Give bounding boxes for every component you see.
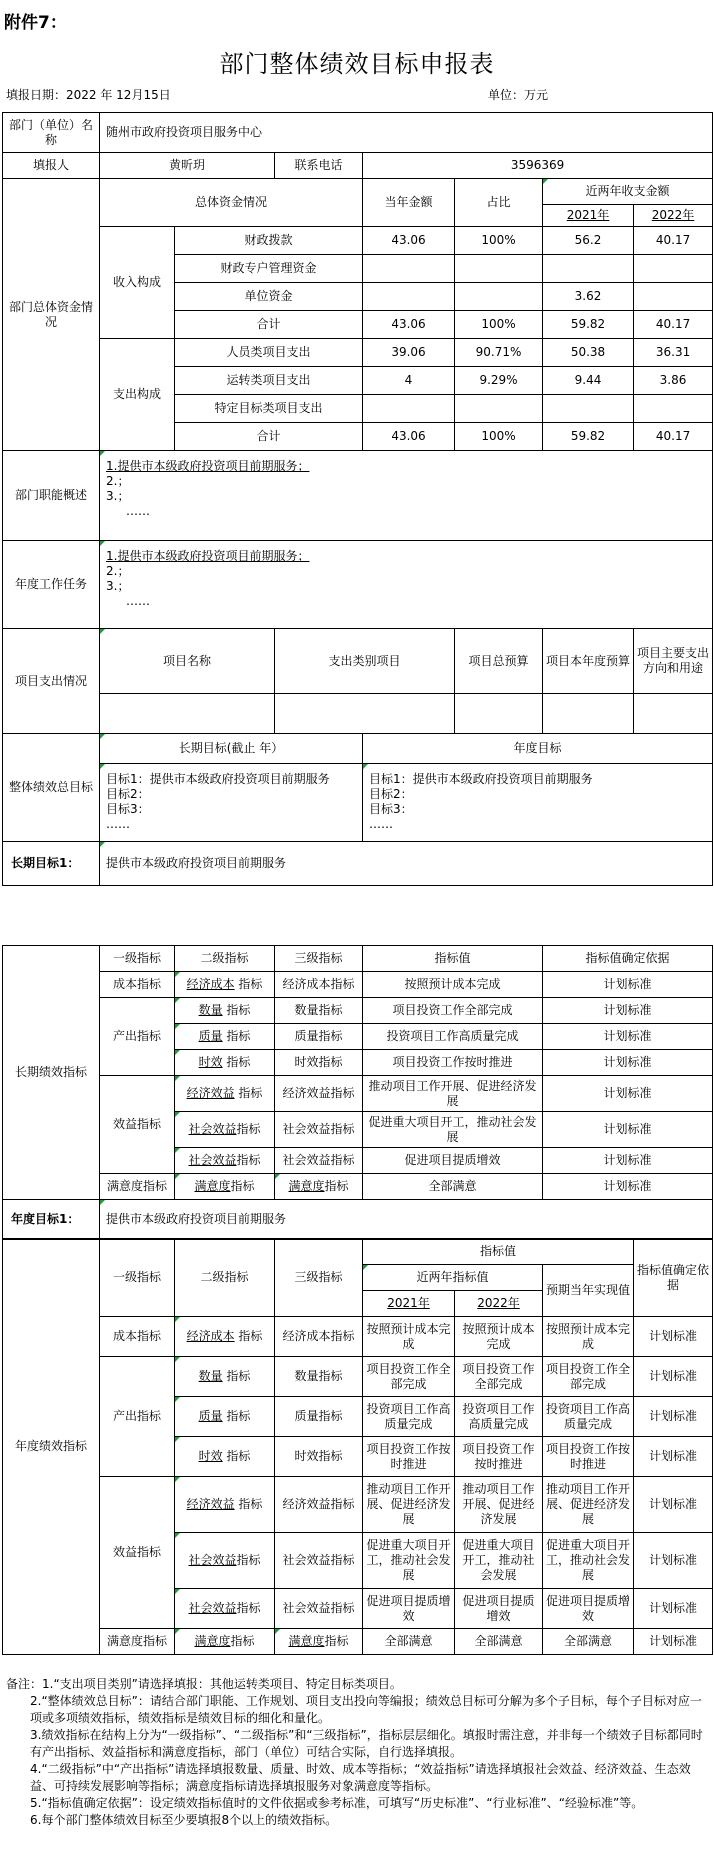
funds-current: 43.06 [363,423,455,451]
funds-row-label: 人员类项目支出 [175,339,363,367]
long-goal-content [100,764,363,842]
phone-value: 3596369 [363,153,713,179]
indicator-basis: 计划标准 [634,1589,713,1629]
duty-line: …… [126,504,150,518]
value-2022: 促进重大项目开工，推动社会发展 [455,1533,543,1589]
long-goal-line: 目标2： [106,787,150,801]
projects-purpose-header: 项目主要支出方向和用途 [634,629,713,694]
annual-table [2,1238,713,1655]
level3-cell: 经济效益指标 [275,1076,363,1112]
task-line: …… [126,594,150,608]
value-2021: 推动项目工作开展、促进经济发展 [363,1477,455,1533]
fill-date: 填报日期：2022 年 12月15日 [6,88,171,102]
col-header: 指标值确定依据 [634,1239,713,1317]
level1-cell: 效益指标 [100,1076,175,1174]
indicator-basis: 计划标准 [634,1629,713,1655]
indicator-value: 推动项目工作开展、促进经济发展 [363,1076,543,1112]
projects-year-budget-header: 项目本年度预算 [543,629,634,694]
indicator-basis: 计划标准 [543,972,713,998]
funds-ratio [455,255,543,283]
funds-current [363,283,455,311]
indicator-basis: 计划标准 [543,1148,713,1174]
note-line: 2.“整体绩效总目标”：请结合部门职能、工作规划、项目支出投向等编报；绩效总目标可分解为多个子目标，每个子目标对应一项或多项绩效指标，绩效指标是绩效目标的细化和量化。 [30,1694,702,1725]
unit-label: 单位：万元 [488,88,549,102]
level2-suffix: 指标 [226,1055,251,1069]
funds-2022: 36.31 [634,339,713,367]
funds-row-label: 财政专户管理资金 [175,255,363,283]
duty-line: 1.提供市本级政府投资项目前期服务； [106,459,310,473]
funds-row-label: 单位资金 [175,283,363,311]
annual-goal-line: 目标2： [369,787,413,801]
level2-cell [175,1477,275,1533]
level2-cell [175,1174,275,1200]
notes [6,1676,706,1829]
funds-current-header: 当年金额 [363,179,455,227]
level2-suffix: 指标 [226,1003,251,1017]
col-header: 2022年 [455,1291,543,1317]
level2-cell [175,1437,275,1477]
level2-suffix: 指标 [236,1553,261,1567]
level3-cell [275,1174,363,1200]
value-2022: 推动项目工作开展、促进经济发展 [455,1477,543,1533]
funds-2021-header: 2021年 [543,205,634,227]
level1-cell: 满意度指标 [100,1629,175,1655]
funds-2021 [543,395,634,423]
funds-2021: 50.38 [543,339,634,367]
value-2021: 按照预计成本完成 [363,1317,455,1357]
level2-suffix: 指标 [238,1329,263,1343]
value-2021: 投资项目工作高质量完成 [363,1397,455,1437]
annual-section-label: 年度绩效指标 [3,1239,100,1655]
indicator-value: 项目投资工作按时推进 [363,1050,543,1076]
col-header: 指标值确定依据 [543,946,713,972]
projects-cell [275,694,455,734]
indicator-basis: 计划标准 [543,1024,713,1050]
level3-cell: 社会效益指标 [275,1533,363,1589]
main-table [2,112,713,886]
funds-current [363,255,455,283]
col-header: 2021年 [363,1291,455,1317]
filler-value: 黄昕玥 [100,153,275,179]
value-expected: 项目投资工作按时推进 [543,1437,634,1477]
level1-cell: 成本指标 [100,972,175,998]
funds-2022 [634,283,713,311]
level2-cell [175,1397,275,1437]
projects-cell [455,694,543,734]
funds-2021: 3.62 [543,283,634,311]
filler-label: 填报人 [3,153,100,179]
level2-name: 时效 [198,1449,223,1463]
level3-cell [275,1629,363,1655]
level2-suffix: 指标 [226,1449,251,1463]
level2-suffix: 指标 [230,1179,255,1193]
col-header: 指标值 [363,1239,634,1265]
funds-2021: 59.82 [543,311,634,339]
level3-cell: 经济效益指标 [275,1477,363,1533]
funds-row-label: 运转类项目支出 [175,367,363,395]
level3-cell: 社会效益指标 [275,1589,363,1629]
funds-ratio-header: 占比 [455,179,543,227]
long-goal-line: 目标1：提供市本级政府投资项目前期服务 [106,772,330,786]
level2-suffix: 指标 [230,1634,255,1648]
funds-ratio: 100% [455,311,543,339]
long-goal-line: 目标3： [106,802,150,816]
duty-line: 2.； [106,474,130,488]
indicator-basis: 计划标准 [634,1357,713,1397]
funds-recent-header: 近两年收支金额 [543,179,713,205]
funds-row-label: 合计 [175,311,363,339]
level2-cell [175,972,275,998]
level3-cell: 质量指标 [275,1397,363,1437]
phone-label: 联系电话 [275,153,363,179]
level3-cell: 质量指标 [275,1024,363,1050]
long-target-value: 提供市本级政府投资项目前期服务 [100,842,713,886]
annual-goal-header: 年度目标 [363,734,713,764]
indicator-value: 按照预计成本完成 [363,972,543,998]
funds-section-label: 部门总体资金情况 [3,179,100,451]
level2-name: 经济效益 [186,1086,235,1100]
level2-name: 质量 [198,1029,223,1043]
indicator-basis: 计划标准 [634,1533,713,1589]
funds-current: 43.06 [363,227,455,255]
page-title: 部门整体绩效目标申报表 [219,50,495,78]
value-2021: 促进重大项目开工，推动社会发展 [363,1533,455,1589]
level2-name: 质量 [198,1409,223,1423]
overall-goal-label: 整体绩效总目标 [3,734,100,842]
funds-2021 [543,255,634,283]
level2-suffix: 指标 [236,1153,261,1167]
funds-2021: 9.44 [543,367,634,395]
level2-cell [175,1589,275,1629]
funds-2021: 56.2 [543,227,634,255]
long-section-label: 长期绩效指标 [3,946,100,1200]
level2-cell [175,1148,275,1174]
value-2022: 按照预计成本完成 [455,1317,543,1357]
col-header: 三级指标 [275,1239,363,1317]
level2-suffix: 指标 [238,977,263,991]
indicator-basis: 计划标准 [634,1437,713,1477]
long-goal-header: 长期目标(截止 年） [100,734,363,764]
level2-name: 经济成本 [186,977,235,991]
value-2021: 促进项目提质增效 [363,1589,455,1629]
indicator-basis: 计划标准 [543,998,713,1024]
projects-category-header: 支出类别项目 [275,629,455,694]
level2-cell [175,1076,275,1112]
projects-cell [543,694,634,734]
funds-ratio: 9.29% [455,367,543,395]
indicator-value: 投资项目工作高质量完成 [363,1024,543,1050]
level2-cell [175,1050,275,1076]
indicator-value: 项目投资工作全部完成 [363,998,543,1024]
level3-name: 满意度 [288,1634,325,1648]
level3-cell: 时效指标 [275,1437,363,1477]
col-header: 二级指标 [175,1239,275,1317]
annual-goal-content [363,764,713,842]
level1-cell: 产出指标 [100,998,175,1076]
funds-ratio [455,395,543,423]
level2-suffix: 指标 [236,1122,261,1136]
level2-suffix: 指标 [226,1369,251,1383]
long-goal-line: …… [106,817,130,831]
indicator-value: 全部满意 [363,1174,543,1200]
long-target-label: 长期目标1： [3,842,100,886]
duty-content [100,451,713,541]
col-header: 近两年指标值 [363,1265,543,1291]
funds-ratio: 100% [455,227,543,255]
value-2022: 促进项目提质增效 [455,1589,543,1629]
projects-label: 项目支出情况 [3,629,100,734]
level2-name: 社会效益 [188,1153,237,1167]
level2-name: 经济效益 [186,1497,235,1511]
level3-suffix: 指标 [324,1634,349,1648]
level2-name: 社会效益 [188,1553,237,1567]
annual-target-value: 提供市本级政府投资项目前期服务 [100,1200,713,1240]
level2-name: 社会效益 [188,1601,237,1615]
level2-suffix: 指标 [238,1497,263,1511]
projects-name-header: 项目名称 [100,629,275,694]
projects-budget-header: 项目总预算 [455,629,543,694]
task-line: 3.； [106,579,130,593]
funds-ratio: 90.71% [455,339,543,367]
level2-name: 满意度 [194,1634,231,1648]
funds-ratio: 100% [455,423,543,451]
indicator-basis: 计划标准 [543,1076,713,1112]
level2-cell [175,998,275,1024]
level2-suffix: 指标 [226,1029,251,1043]
level2-cell [175,1533,275,1589]
note-line: 3.绩效指标在结构上分为“一级指标”、“二级指标”和“三级指标”，指标层层细化。填报时需注意，并非每一个绩效子目标都同时有产出指标、效益指标和满意度指标，部门（单位）可结合实际，自行选择填报。 [30,1728,703,1759]
funds-row-label: 合计 [175,423,363,451]
task-content [100,541,713,629]
duty-line: 3.； [106,489,130,503]
level3-suffix: 指标 [324,1179,349,1193]
value-2021: 项目投资工作按时推进 [363,1437,455,1477]
funds-current: 4 [363,367,455,395]
level2-name: 数量 [198,1369,223,1383]
value-2021: 项目投资工作全部完成 [363,1357,455,1397]
indicator-basis: 计划标准 [543,1174,713,1200]
value-expected: 促进重大项目开工，推动社会发展 [543,1533,634,1589]
level2-cell [175,1629,275,1655]
funds-current [363,395,455,423]
level2-suffix: 指标 [236,1601,261,1615]
indicator-value: 促进重大项目开工，推动社会发展 [363,1112,543,1148]
indicator-basis: 计划标准 [634,1317,713,1357]
level3-cell: 社会效益指标 [275,1112,363,1148]
dept-value: 随州市政府投资项目服务中心 [100,113,713,153]
funds-2021: 59.82 [543,423,634,451]
dept-label: 部门（单位）名称 [3,113,100,153]
level3-cell: 数量指标 [275,1357,363,1397]
annual-goal-line: …… [369,817,393,831]
value-2021: 全部满意 [363,1629,455,1655]
duty-label: 部门职能概述 [3,451,100,541]
level3-cell: 社会效益指标 [275,1148,363,1174]
funds-current: 39.06 [363,339,455,367]
funds-ratio [455,283,543,311]
funds-current: 43.06 [363,311,455,339]
funds-2022: 40.17 [634,227,713,255]
annual-goal-line: 目标3： [369,802,413,816]
value-expected: 项目投资工作全部完成 [543,1357,634,1397]
level3-cell: 经济成本指标 [275,972,363,998]
indicator-value: 促进项目提质增效 [363,1148,543,1174]
col-header: 一级指标 [100,946,175,972]
indicator-basis: 计划标准 [634,1477,713,1533]
value-expected: 投资项目工作高质量完成 [543,1397,634,1437]
level3-cell: 经济成本指标 [275,1317,363,1357]
level1-cell: 成本指标 [100,1317,175,1357]
level2-suffix: 指标 [226,1409,251,1423]
indicator-basis: 计划标准 [634,1397,713,1437]
level2-cell [175,1024,275,1050]
col-header: 一级指标 [100,1239,175,1317]
attachment-label: 附件7： [4,13,67,33]
col-header: 预期当年实现值 [543,1265,634,1317]
annual-target-label: 年度目标1： [3,1200,100,1240]
level3-cell: 时效指标 [275,1050,363,1076]
level2-name: 社会效益 [188,1122,237,1136]
level1-cell: 产出指标 [100,1357,175,1477]
level2-cell [175,1357,275,1397]
level3-name: 满意度 [288,1179,325,1193]
level2-cell [175,1317,275,1357]
funds-2022 [634,395,713,423]
level1-cell: 满意度指标 [100,1174,175,1200]
note-line: 4.“二级指标”中“产出指标”请选择填报数量、质量、时效、成本等指标；“效益指标”请选择填报社会效益、经济效益、生态效益、可持续发展影响等指标；满意度指标请选择填报服务对象满意度等指标。 [30,1762,691,1793]
note-line: 备注：1.“支出项目类别”请选择填报：其他运转类项目、特定目标类项目。 [6,1677,402,1691]
task-line: 1.提供市本级政府投资项目前期服务； [106,549,310,563]
funds-row-label: 特定目标类项目支出 [175,395,363,423]
col-header: 三级指标 [275,946,363,972]
value-expected: 按照预计成本完成 [543,1317,634,1357]
level3-cell: 数量指标 [275,998,363,1024]
value-expected: 全部满意 [543,1629,634,1655]
long-term-table [2,945,713,1240]
indicator-basis: 计划标准 [543,1050,713,1076]
funds-2022: 40.17 [634,423,713,451]
value-expected: 促进项目提质增效 [543,1589,634,1629]
indicator-basis: 计划标准 [543,1112,713,1148]
level2-name: 时效 [198,1055,223,1069]
level2-name: 满意度 [194,1179,231,1193]
level2-suffix: 指标 [238,1086,263,1100]
task-line: 2.； [106,564,130,578]
annual-goal-line: 目标1：提供市本级政府投资项目前期服务 [369,772,593,786]
note-line: 6.每个部门整体绩效目标至少要填报8个以上的绩效指标。 [30,1813,338,1827]
value-2022: 全部满意 [455,1629,543,1655]
funds-2022 [634,255,713,283]
level2-name: 经济成本 [186,1329,235,1343]
value-2022: 投资项目工作高质量完成 [455,1397,543,1437]
col-header: 指标值 [363,946,543,972]
projects-cell [100,694,275,734]
value-expected: 推动项目工作开展、促进经济发展 [543,1477,634,1533]
level1-cell: 效益指标 [100,1477,175,1629]
projects-cell [634,694,713,734]
funds-2022-header: 2022年 [634,205,713,227]
income-label: 收入构成 [100,227,175,339]
value-2022: 项目投资工作按时推进 [455,1437,543,1477]
task-label: 年度工作任务 [3,541,100,629]
funds-2022: 40.17 [634,311,713,339]
funds-overall-header: 总体资金情况 [100,179,363,227]
level2-name: 数量 [198,1003,223,1017]
level2-cell [175,1112,275,1148]
col-header: 二级指标 [175,946,275,972]
funds-2022: 3.86 [634,367,713,395]
funds-row-label: 财政拨款 [175,227,363,255]
note-line: 5.“指标值确定依据”：设定绩效指标值时的文件依据或参考标准，可填写“历史标准”、“行业标准”、“经验标准”等。 [30,1796,644,1810]
value-2022: 项目投资工作全部完成 [455,1357,543,1397]
expense-label: 支出构成 [100,339,175,451]
